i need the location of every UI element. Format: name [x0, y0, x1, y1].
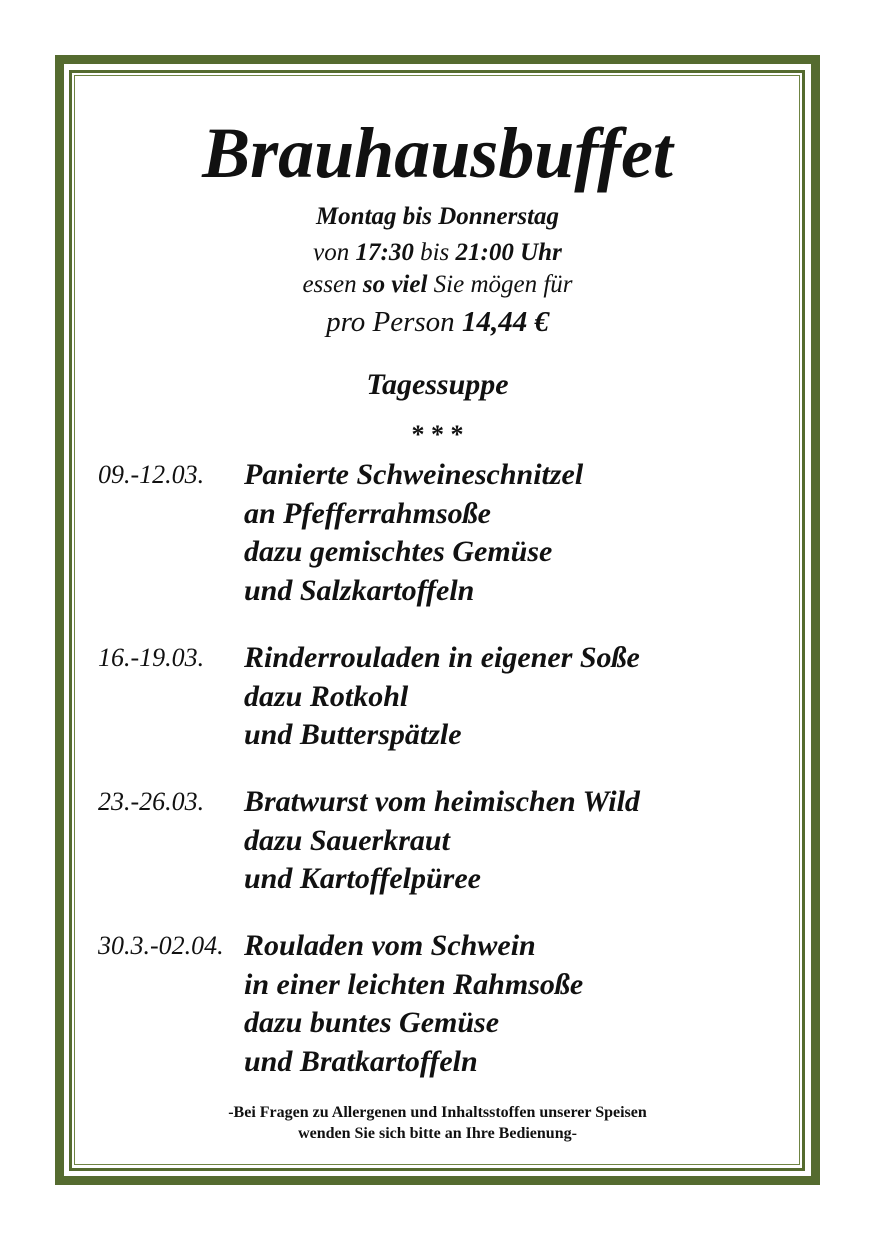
- dish-line: dazu Sauerkraut: [244, 823, 450, 857]
- dish-line: in einer leichten Rahmsoße: [244, 967, 584, 1001]
- dish-line: Rinderrouladen in eigener Soße: [244, 641, 640, 674]
- all-you-can-eat-text: [0, 268, 875, 302]
- dish-line: dazu Rotkohl: [244, 679, 409, 713]
- soup-heading: Tagessuppe: [366, 368, 509, 401]
- menu-date: 09.-12.03.: [98, 460, 205, 489]
- menu-date: 30.3.-02.04.: [98, 931, 224, 960]
- dish-line: und Salzkartoffeln: [244, 573, 475, 607]
- dish-line: Rouladen vom Schwein: [244, 929, 536, 962]
- eat-prefix: essen: [302, 271, 363, 298]
- allergen-notice-line: -Bei Fragen zu Allergenen und Inhaltsstoffen unserer Speisen: [228, 1104, 647, 1121]
- dish-line: Panierte Schweineschnitzel: [244, 458, 584, 491]
- dish-line: dazu gemischtes Gemüse: [244, 535, 553, 568]
- dish-line: dazu buntes Gemüse: [244, 1006, 500, 1039]
- opening-days: Montag bis Donnerstag: [315, 203, 560, 230]
- menu-dish: [244, 927, 583, 1081]
- price-line: [0, 302, 875, 342]
- page-title: Brauhausbuffet: [202, 113, 673, 193]
- dish-line: und Kartoffelpüree: [244, 862, 481, 895]
- price-prefix: pro Person: [326, 306, 462, 338]
- allergen-notice: [0, 1102, 875, 1144]
- eat-suffix: Sie mögen für: [427, 271, 573, 298]
- separator-stars: * * *: [411, 420, 464, 449]
- time-end: 21:00 Uhr: [455, 239, 562, 266]
- time-start: 17:30: [355, 239, 414, 266]
- menu-dish: [244, 783, 640, 899]
- opening-hours: [0, 236, 875, 270]
- price-value: 14,44 €: [461, 306, 549, 338]
- eat-bold: so viel: [362, 271, 428, 298]
- menu-date: 16.-19.03.: [98, 643, 205, 672]
- menu-date: 23.-26.03.: [98, 787, 205, 816]
- dish-line: und Bratkartoffeln: [244, 1044, 478, 1078]
- time-mid: bis: [413, 239, 456, 266]
- dish-line: und Butterspätzle: [244, 718, 462, 751]
- allergen-notice-line: wenden Sie sich bitte an Ihre Bedienung-: [298, 1125, 577, 1142]
- dish-line: Bratwurst vom heimischen Wild: [244, 785, 640, 818]
- menu-dish: [244, 456, 583, 610]
- menu-dish: [244, 639, 640, 755]
- dish-line: an Pfefferrahmsoße: [244, 496, 491, 530]
- time-prefix: von: [313, 239, 356, 266]
